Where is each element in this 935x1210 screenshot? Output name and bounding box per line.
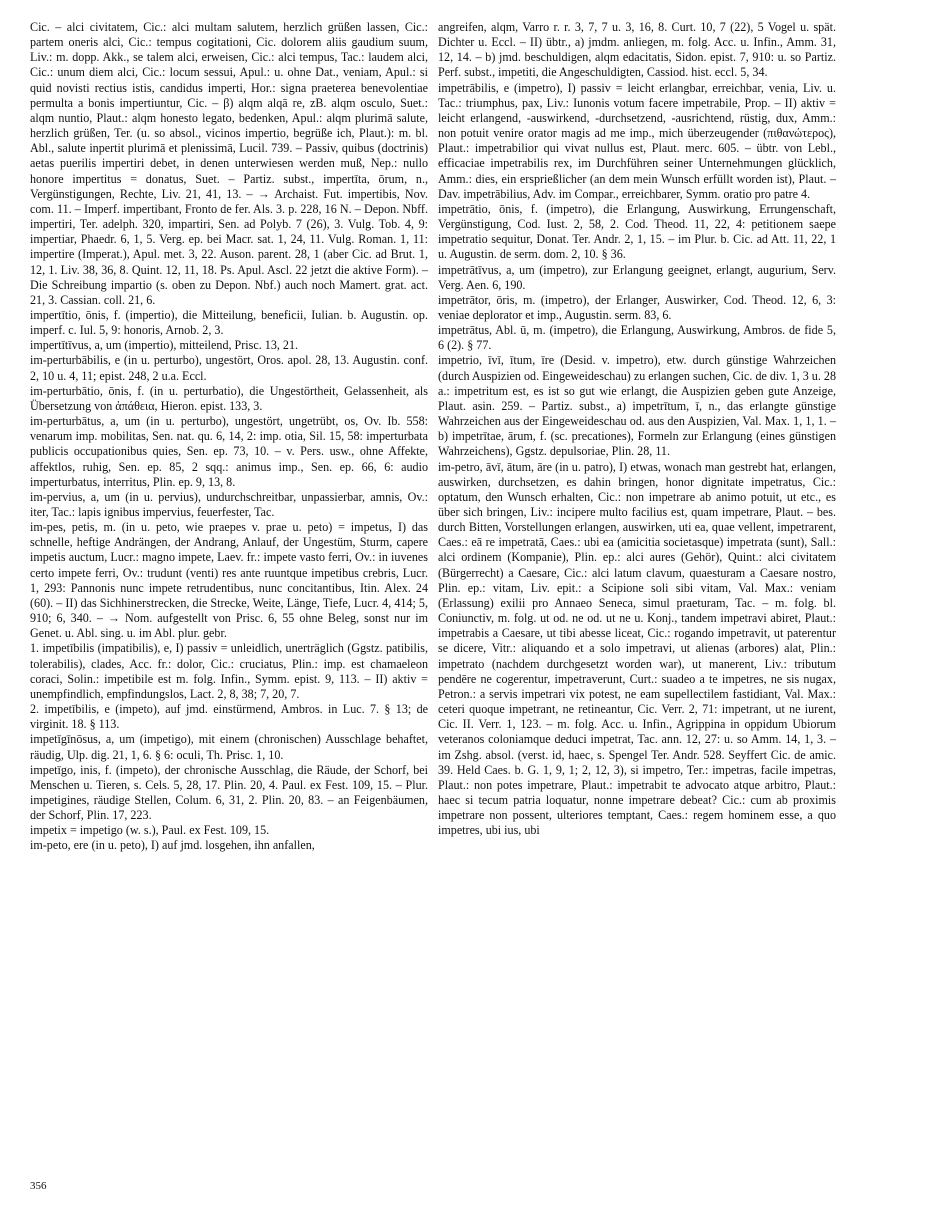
entry-paragraph: Cic. – alci civitatem, Cic.: alci multam salutem, herzlich grüßen lassen, Cic.: partem oneris alci, Cic.: tempus cogitationi, Cic. dolorem aliis gaudium suum, Liv.: m. dopp. Akk., se talem alci, erweisen, Cic.: alci tempus, Tac.: laudem alci, Cic.: unum diem alci, Cic.: locum sessui, Apul.: u. ohne Dat., veniam, Apul.: si quid novisti rectius istis, candidus imperti, Hor.: signa praeterea benevolentiae permulta a bonis impertiuntur, Cic. – β) alqm alqā re, zB. alqm osculo, Suet.: alqm nuntio, Plaut.: alqm honesto legato, bedenken, Apul.: alqm plurimā salute, herzlich grüßen, Ter. (u. so absol., vicinos impertio, begrüße ich, Plaut.): m. bl. Abl., salute inpertit plurimā et plenissimā, Lucil. 739. – Passiv, quibus (doctrinis) aetas puerilis impertiri debet, in denen unterwiesen werden muß, Nep.: nullo honore impertitus = donatus, Suet. – Partiz. subst., impertīta, ōrum, n., Vergünstigungen, Rechte, Liv. 21, 41, 13. – → Archaist. Fut. impertibis, Nov. com. 11. – Imperf. impertibant, Fronto de fer. Als. 3. p. 228, 16 N. – Depon. Nbff. impertiri, Ter. adelph. 320, impartiri, Sen. ad Polyb. 7 (26), 3. Vulg. Tob. 4, 9: impertiar, Phaedr. 6, 1, 5. Verg. ep. bei Macr. sat. 1, 24, 11. Vulg. Roman. 1, 11: impertire (Imperat.), Apul. met. 3, 22. Auson. parent. 28, 1 (aber Cic. ad Brut. 1, 12, 1. Liv. 38, 36, 8. Quint. 12, 11, 18. Ps. Apul. Ascl. 22 jetzt die aktive Form). – Die Schreibung impartio (s. oben zu Depon. Nbf.) auch noch Mamert. grat. act. 21, 3. Cassian. coll. 21, 6. <box>30 20 428 307</box>
entry-impetrator: impetrātor, ōris, m. (impetro), der Erlanger, Auswirker, Cod. Theod. 12, 6, 3: veniae deplorator et imp., Augustin. serm. 83, 6. <box>438 292 836 322</box>
entry-impes: im-pes, petis, m. (in u. peto, wie praepes v. prae u. peto) = impetus, I) das schnelle, heftige Andrängen, der Andrang, Anlauf, der Ungestüm, Sturm, capere impetis auctum, Lucr.: magno impete, Laev. fr.: impete vasto ferri, Ov.: in iuvenes certo impete ferri, Ov.: trudunt (venti) res ante ruuntque impetibus crebris, Lucr. 1, 293: Pannonis nunc impete retrudentibus, nunc concitantibus, Itin. Alex. 24 (60). – II) das Sichhinerstrecken, die Strecke, Weite, Länge, Tiefe, Lucr. 4, 414; 5, 910; 6, 340. – → Nom. aufgestellt von Prisc. 6, 55 ohne Beleg, sonst nur im Genet. u. Abl. sing. u. im Abl. plur. gebr. <box>30 520 428 641</box>
entry-imperturbatus: im-perturbātus, a, um (in u. perturbo), ungestört, ungetrübt, os, Ov. Ib. 558: venarum imp. mobilitas, Sen. nat. qu. 6, 14, 2: imp. otia, Sil. 15, 58: imperturbata publicis occupationibus quies, Sen. ep. 73, 10. – v. Pers. usw., ohne Affekte, affektlos, ruhig, Sen. ep. 85, 2 sqq.: animus imp., Sen. ep. 66, 6: audio imperturbatus, interritus, Plin. ep. 9, 13, 8. <box>30 414 428 489</box>
entry-impetratus: impetrātus, Abl. ū, m. (impetro), die Erlangung, Auswirkung, Ambros. de fide 5, 6 (2). § 77. <box>438 323 836 353</box>
page-number: 356 <box>30 1180 47 1192</box>
entry-impertitio: impertītio, ōnis, f. (impertio), die Mitteilung, beneficii, Iulian. b. Augustin. op. imperf. c. Iul. 5, 9: honoris, Arnob. 2, 3. <box>30 307 428 338</box>
entry-impetrativus: impetrātīvus, a, um (impetro), zur Erlangung geeignet, erlangt, augurium, Serv. Verg. Aen. 6, 190. <box>438 262 836 292</box>
entry-impetro: im-petro, āvī, ātum, āre (in u. patro), I) etwas, wonach man gestrebt hat, erlangen, auswirken, durchsetzen, es dahin bringen, honor dignitate impetratus, Cic.: optatum, den Wunsch erhalten, Cic.: non impetrare ab animo potuit, ut etc., es über sich bringen, Liv.: incipere multo facilius est, quam impetrare, Plaut. – bes. durch Bitten, Vorstellungen erlangen, auswirken, uti ea, quae vellent, impetrarent, Caes.: eā re impetratā, Caes.: ubi ea (amicitia societasque) impetrata (sunt), Sall.: alci ordinem (Kompanie), Plin. ep.: alci aures (Gehör), Quint.: alci civitatem (Bürgerrecht) a Caesare, Cic.: alci latum clavum, quaesturam a Caesare nostro, Plin. ep.: vitam, Liv. epit.: a Scipione soli sibi vitam, Val. Max.: veniam (Erlassung) exilii pro Annaeo Seneca, simul praeturam, Tac. – m. folg. bl. Coniunctiv, m. folg. ut od. ne od. ut ne u. Konj., tandem impetravi abiret, Plaut.: impetrabis a Caesare, ut tibi abesse liceat, Cic.: rogando impetravit, ut paterentur se dicere, Vitr.: aliquando et a solo impetravi, ut alienas (arbores) alat, Plin.: impetrato (nachdem durchgesetzt worden war), ut manerent, Liv.: tributum pendēre ne cogerentur, impetraverunt, Curt.: suadeo a te impetres, ne sis nugax, Petron.: a servis impetrari vix potest, ne eam supellectilem fastidiant, Val. Max.: ceteri quoque impetrant, ne retineantur, Cic. Verr. 2, 71: impetrant, ut ne iurent, Cic. II. Verr. 1, 123. – m. folg. Acc. u. Infin., Agrippina in oppidum Ubiorum veteranos coloniamque deduci impetrat, Tac. ann. 12, 27: u. so Amm. 14, 1, 3. – im Zshg. absol. (verst. id, haec, s. Spengel Ter. Andr. 528. Seyffert Cic. de amic. 39. Held Caes. b. G. 1, 9, 1; 2, 12, 3), si impetro, Ter.: impetras, facile impetras, Plaut.: non potes impetrare, Plaut.: impetrabit te advocato atque arbitro, Plaut.: haec si tecum patria loquatur, nonne impetrare debeat? Cic.: cum ab proximis impetrare non possent, ulteriores temptant, Caes.: regem hominem esse, a quo impetres, ubi ius, ubi <box>438 459 836 838</box>
entry-impetiginosus: impetīgīnōsus, a, um (impetigo), mit einem (chronischen) Ausschlage behaftet, räudig, Ulp. dig. 21, 1, 6. § 6: oculi, Th. Prisc. 1, 10. <box>30 732 428 762</box>
entry-imperturbatio: im-perturbātio, ōnis, f. (in u. perturbatio), die Ungestörtheit, Gelassenheit, als Übersetzung von ἀπάθεια, Hieron. epist. 133, 3. <box>30 383 428 413</box>
entry-impetix: impetix = impetigo (w. s.), Paul. ex Fest. 109, 15. <box>30 823 270 838</box>
left-column <box>30 20 428 854</box>
entry-impetrabilis: impetrābilis, e (impetro), I) passiv = leicht erlangbar, erreichbar, venia, Liv. u. Tac.: triumphus, pax, Liv.: Iunonis votum facere impetrabile, Prop. – II) aktiv = leicht erlangend, -auswirkend, -durchsetzend, -ausrichtend, rüstig, dux, Amm.: non potuit venire orator magis ad me imp., mich überzeugender (πιθανώτερος), Plaut.: impetrabilior qui vivat nullus est, Plaut. merc. 605. – übtr. von Lebl., efficaciae impetrabilis rex, im Durchführen seiner Unternehmungen glücklich, Amm.: dies, ein ersprießlicher (an dem mein Wunsch erfüllt worden ist), Plaut. – Dav. impetrābilius, Adv. im Compar., erreichbarer, Symm. oratio pro patre 4. <box>438 80 836 201</box>
right-column <box>438 20 836 838</box>
entry-impertitivus: impertītīvus, a, um (impertio), mitteilend, Prisc. 13, 21. <box>30 338 299 353</box>
entry-impetrio: impetrio, īvī, ītum, īre (Desid. v. impetro), etw. durch günstige Wahrzeichen (durch Auspizien od. Eingeweideschau) zu erlangen suchen, Cic. de div. 1, 3 u. 28 a.: impetritum est, es ist so gut wie erlangt, die Auspizien geben gute Anzeige, Plaut. asin. 259. – Partiz. subst., a) impetrītum, ī, n., das erlangte günstige Wahrzeichen aus der Eingeweideschau od. aus den Auspizien, Val. Max. 1, 1, 1. – b) impetrītae, ārum, f. (sc. precationes), Formeln zur Erlangung (eines günstigen Wahrzeichens), Ggstz. depulsoriae, Plin. 28, 11. <box>438 353 836 459</box>
entry-imperturbabilis: im-perturbābilis, e (in u. perturbo), ungestört, Oros. apol. 28, 13. Augustin. conf. 2, 10 u. 4, 11; epist. 248, 2 u.a. Eccl. <box>30 353 428 383</box>
entry-impetibilis-2: 2. impetībilis, e (impeto), auf jmd. einstürmend, Ambros. in Luc. 7. § 13; de virginit. 18. § 113. <box>30 702 428 732</box>
entry-impetratio: impetrātio, ōnis, f. (impetro), die Erlangung, Auswirkung, Errungenschaft, Vergünstigung, Cod. Iust. 2, 58, 2. Cod. Theod. 11, 22, 4: petitionem saepe impetratio sequitur, Donat. Ter. Andr. 2, 1, 15. – im Plur. b. Cic. ad Att. 11, 22, 1 u. Augustin. de serm. dom. 2, 10. § 36. <box>438 201 836 262</box>
entry-impetigo: impetīgo, inis, f. (impeto), der chronische Ausschlag, die Räude, der Schorf, bei Menschen u. Tieren, s. Cels. 5, 28, 17. Plin. 20, 4. Paul. ex Fest. 109, 15. – Plur. impetigines, räudige Stellen, Colum. 6, 31, 2. Plin. 20, 83. – an Feigenbäumen, der Schorf, Plin. 17, 223. <box>30 762 428 823</box>
entry-impeto: im-peto, ere (in u. peto), I) auf jmd. losgehen, ihn anfallen, <box>30 838 315 853</box>
entry-impervius: im-pervius, a, um (in u. pervius), undurchschreitbar, unpassierbar, amnis, Ov.: iter, Tac.: lapis ignibus impervius, feuerfester, Tac. <box>30 489 428 519</box>
entry-impetibilis-1: 1. impetībilis (impatibilis), e, I) passiv = unleidlich, unerträglich (Ggstz. patibilis, tolerabilis), clades, Acc. fr.: dolor, Cic.: cruciatus, Plin.: imp. est chamaeleon coraci, Solin.: impetibile est m. folg. Infin., Symm. epist. 9, 113. – II) aktiv = unempfindlich, empfindungslos, Lact. 2, 8, 38; 7, 20, 7. <box>30 641 428 701</box>
entry-impeto-continued: angreifen, alqm, Varro r. r. 3, 7, 7 u. 3, 16, 8. Curt. 10, 7 (22), 5 Vogel u. spät. Dichter u. Eccl. – II) übtr., a) jmdm. anliegen, m. folg. Acc. u. Infin., Amm. 31, 12, 14. – b) jmd. beschuldigen, alqm edacitatis, Sidon. epist. 7, 910: u. so Partiz. Perf. subst., impetiti, die Angeschuldigten, Cassiod. hist. eccl. 5, 34. <box>438 20 836 80</box>
